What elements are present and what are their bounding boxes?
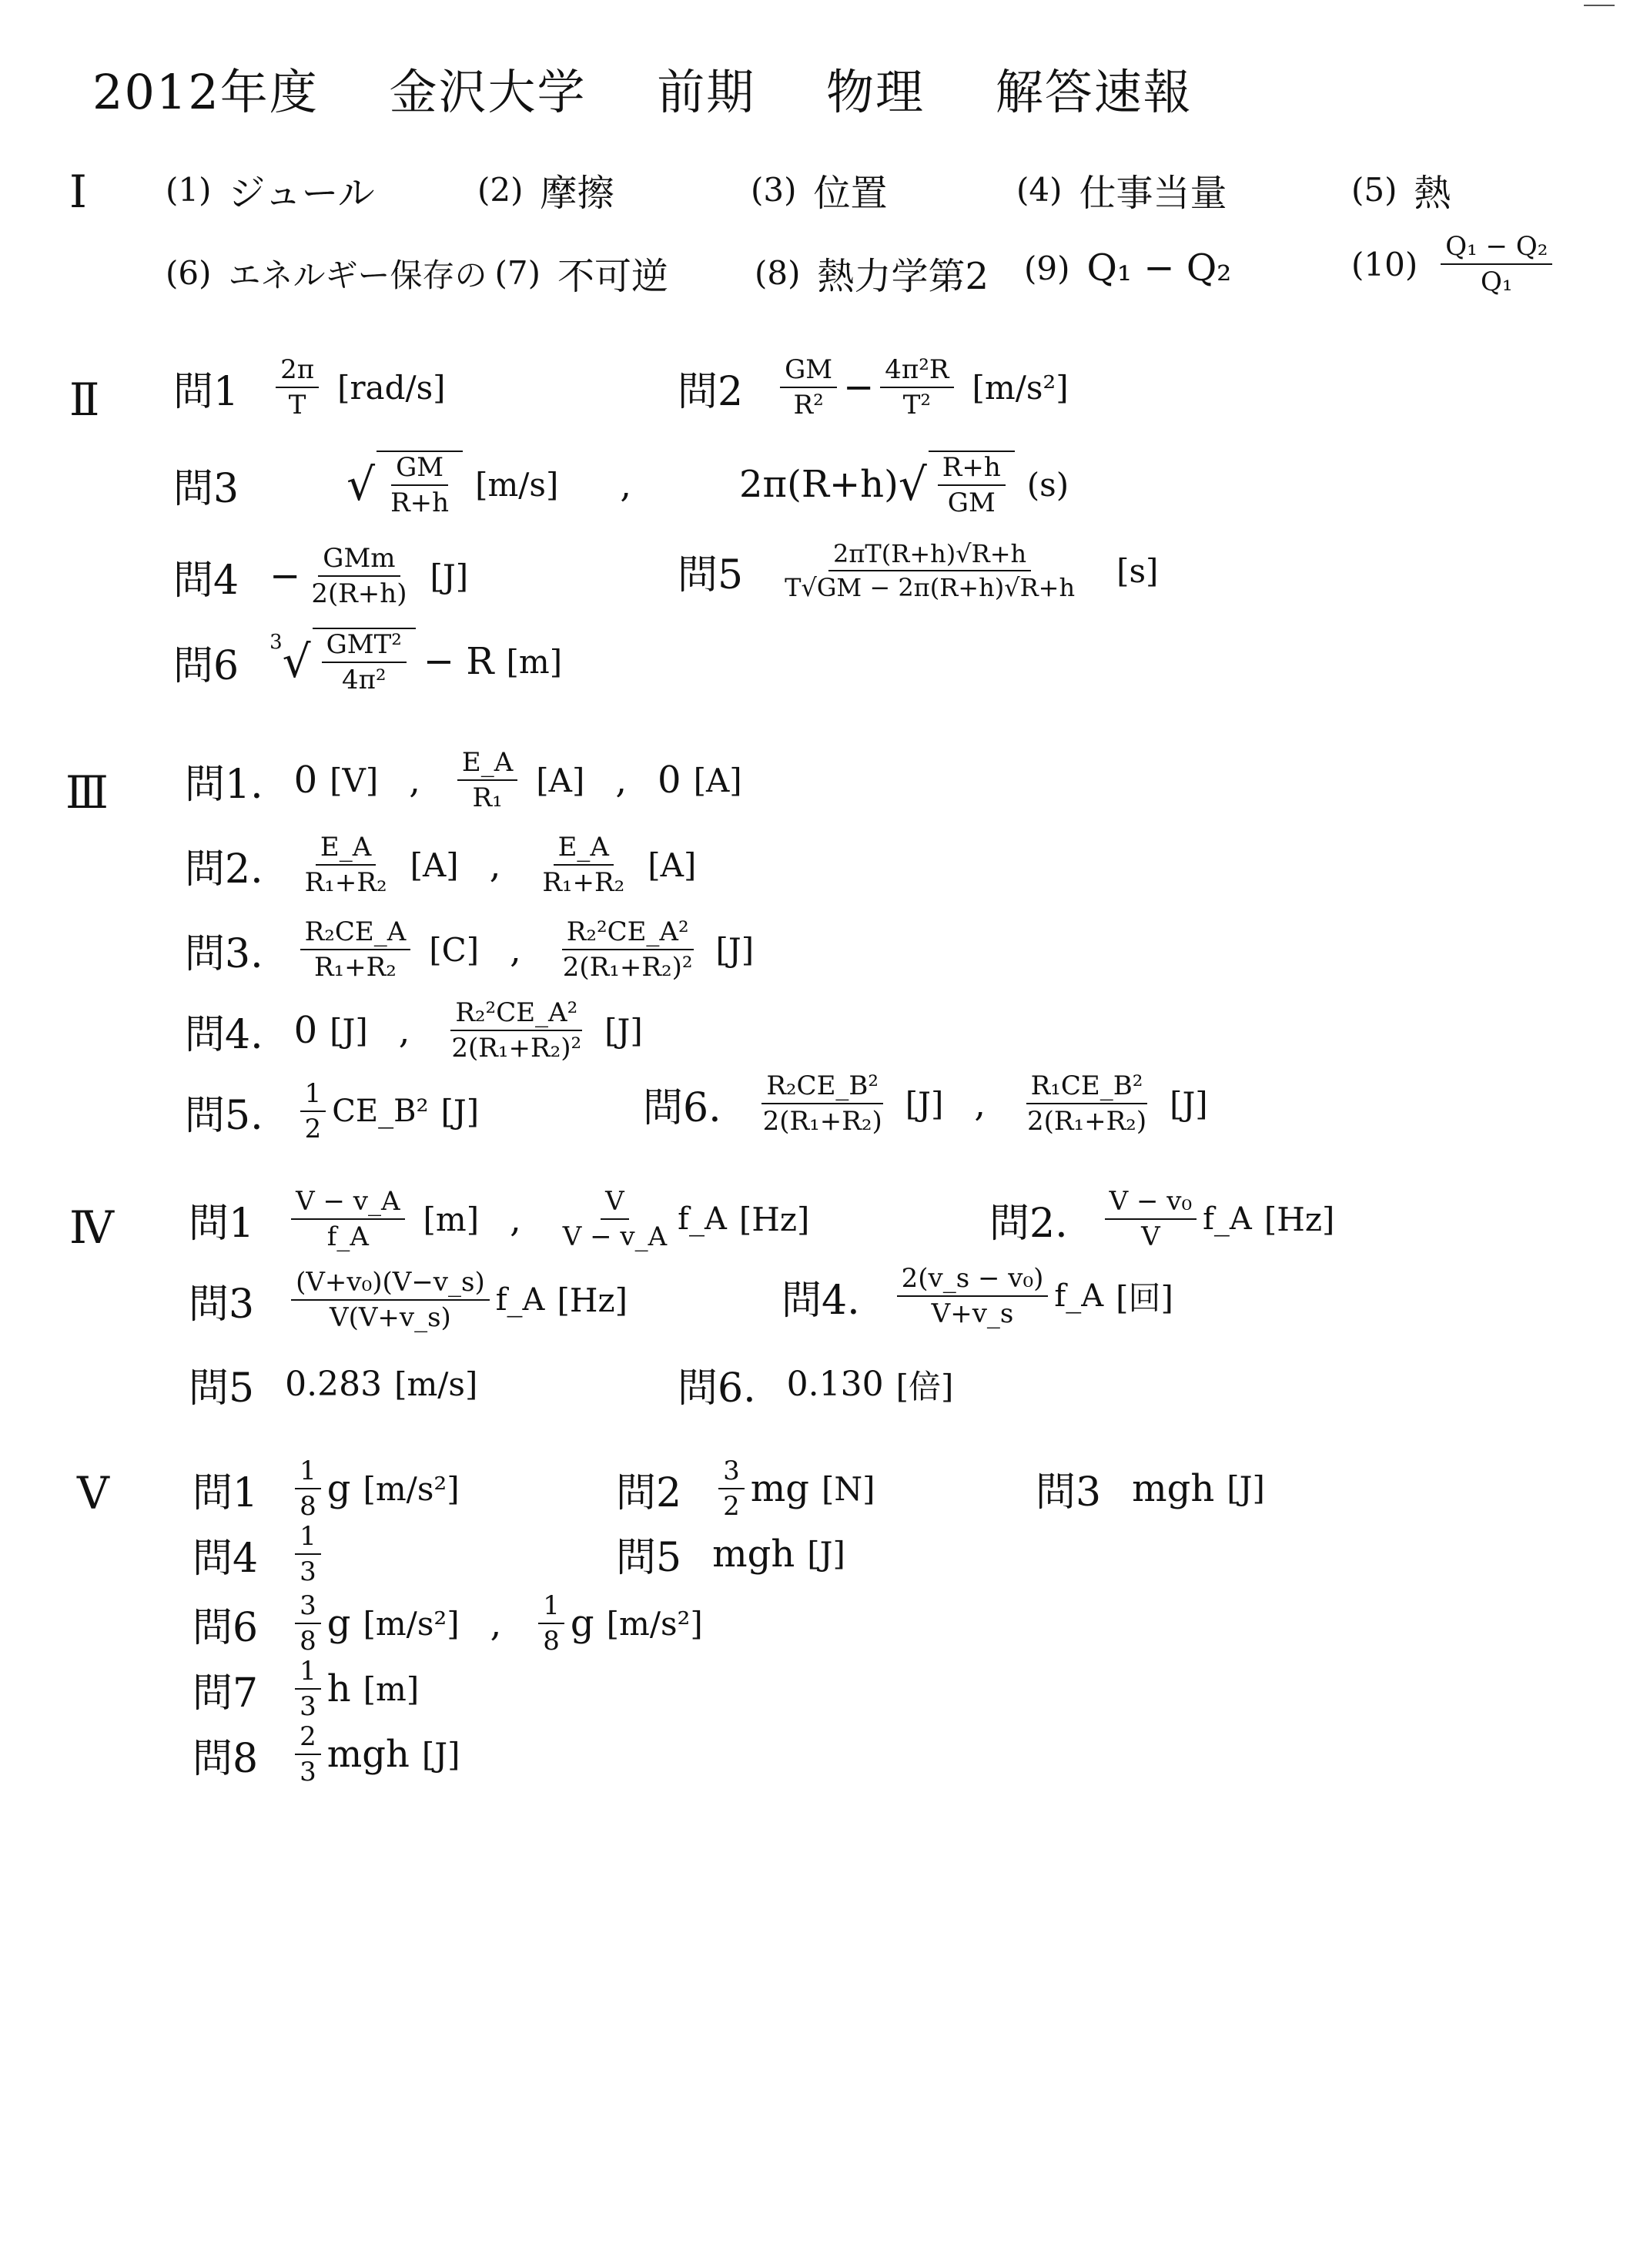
unit: [J] — [430, 557, 469, 595]
question-label: 問1 — [189, 1200, 255, 1247]
denominator: f_A — [326, 1221, 369, 1252]
fraction — [295, 1656, 321, 1722]
s1-text-1: ジュール — [228, 172, 375, 215]
fraction — [558, 1186, 671, 1252]
denominator: R₁+R₂ — [304, 867, 387, 898]
fraction — [537, 832, 629, 898]
fraction — [306, 543, 411, 609]
unit: [A] — [648, 846, 697, 884]
fraction — [718, 1456, 745, 1522]
numerator: 1 — [295, 1521, 321, 1555]
s1-num-10: (10) — [1351, 245, 1418, 283]
question-label: 問5 — [616, 1535, 682, 1581]
question-label: 問5 — [189, 1365, 255, 1412]
s1-answer-10 — [1351, 231, 1558, 297]
numerator: E_A — [457, 747, 517, 781]
separator: , — [489, 844, 501, 886]
numerator: 4π²R — [880, 354, 953, 388]
term: f_A — [1054, 1278, 1104, 1314]
s5-q1 — [192, 1456, 460, 1522]
numerator: 3 — [295, 1590, 321, 1624]
sqrt-icon: √ — [346, 458, 376, 511]
denominator: R₁+R₂ — [313, 952, 397, 983]
section-1-label: Ⅰ — [69, 166, 87, 218]
s3-q2 — [185, 832, 696, 898]
numerator: 2π — [276, 354, 319, 388]
title-doc-type: 解答速報 — [995, 64, 1193, 120]
unit: [J] — [807, 1535, 845, 1573]
question-label: 問4. — [782, 1277, 860, 1324]
term: f_A — [678, 1201, 727, 1237]
term: 2π(R+h) — [739, 463, 899, 506]
denominator: R² — [793, 390, 824, 420]
unit: [J] — [1227, 1469, 1265, 1507]
term: mg — [750, 1467, 809, 1510]
operator: − — [843, 366, 875, 409]
question-label: 問5. — [185, 1092, 263, 1139]
numerator: (V+v₀)(V−v_s) — [291, 1267, 490, 1301]
s3-q4 — [185, 997, 643, 1064]
unit: [Hz] — [557, 1281, 628, 1319]
unit: [m/s] — [394, 1365, 478, 1403]
numerator: R₂²CE_A² — [562, 916, 694, 950]
fraction — [447, 997, 586, 1064]
s5-q6 — [192, 1590, 703, 1657]
unit: [Hz] — [738, 1200, 810, 1238]
s1-num-7: (7) — [494, 254, 541, 292]
s1-num-6: (6) — [166, 254, 212, 292]
denominator: V — [1141, 1221, 1160, 1252]
title-term: 前期 — [657, 64, 756, 120]
denominator: 8 — [300, 1626, 316, 1657]
s1-num-5: (5) — [1351, 171, 1397, 209]
numerator: 2(v_s − v₀) — [897, 1263, 1049, 1297]
fraction — [780, 354, 837, 420]
unit: [m] — [506, 642, 563, 681]
s1-answer-6-7 — [166, 246, 668, 300]
unit: [m/s²] — [363, 1469, 460, 1508]
s4-q5 — [189, 1355, 477, 1413]
separator: , — [409, 759, 420, 801]
value: 0.283 — [285, 1365, 383, 1404]
s1-text-7: 不可逆 — [557, 255, 669, 298]
numerator: 2 — [295, 1721, 321, 1755]
question-label: 問3. — [185, 930, 263, 977]
sign: − — [269, 554, 301, 598]
separator: , — [490, 1603, 502, 1644]
unit: [V] — [330, 761, 379, 799]
fraction — [758, 1070, 887, 1137]
unit: [m/s²] — [972, 368, 1069, 407]
question-label: 問6. — [643, 1084, 721, 1131]
unit: [J] — [715, 930, 755, 969]
fraction — [276, 354, 319, 420]
s1-answer-2 — [477, 163, 614, 216]
question-label: 問2 — [678, 368, 744, 415]
question-label: 問8 — [192, 1735, 259, 1782]
s4-q6 — [678, 1355, 953, 1413]
question-label: 問6 — [173, 642, 239, 689]
s3-q5 — [185, 1078, 479, 1144]
denominator: V(V+v_s) — [330, 1302, 451, 1333]
s4-q4 — [782, 1263, 1173, 1329]
s1-text-9: Q₁ − Q₂ — [1086, 246, 1232, 290]
term: mgh — [326, 1733, 410, 1776]
separator: , — [510, 929, 521, 970]
s1-num-3: (3) — [751, 171, 797, 209]
fraction — [457, 747, 517, 813]
question-label: 問2. — [185, 846, 263, 893]
numerator: E_A — [316, 832, 376, 866]
denominator: 8 — [543, 1626, 560, 1657]
fraction — [300, 832, 392, 898]
fraction — [291, 1267, 490, 1333]
value: 0.130 — [786, 1365, 884, 1404]
term: f_A — [1203, 1201, 1252, 1237]
numerator: GM — [391, 452, 448, 486]
unit: [J] — [604, 1011, 643, 1050]
fraction — [558, 916, 698, 983]
s2-q2 — [678, 354, 1069, 420]
sqrt — [899, 451, 1015, 518]
s5-q7 — [192, 1656, 419, 1722]
question-label: 問4 — [173, 557, 239, 604]
value: 0 — [658, 759, 681, 802]
unit: [m] — [423, 1200, 480, 1238]
s1-answer-3 — [751, 163, 888, 216]
numerator: R₂CE_A — [300, 916, 411, 950]
s1-text-6: エネルギー保存の — [228, 256, 487, 294]
denominator: Q₁ — [1481, 266, 1513, 297]
unit: [m] — [363, 1670, 420, 1708]
denominator: R+h — [390, 487, 450, 518]
question-label: 問4 — [192, 1535, 259, 1582]
unit: [s] — [1116, 551, 1159, 590]
fraction — [1105, 1186, 1197, 1252]
fraction — [1023, 1070, 1151, 1137]
question-label: 問3 — [1036, 1469, 1102, 1516]
s3-q6 — [643, 1070, 1208, 1137]
question-label: 問2 — [616, 1469, 682, 1516]
denominator: T√GM − 2π(R+h)√R+h — [785, 573, 1076, 602]
numerator: E_A — [554, 832, 614, 866]
s2-q3 — [173, 451, 1069, 518]
s2-q6 — [173, 628, 562, 695]
s2-q5 — [678, 539, 1158, 602]
sqrt-icon: √ — [898, 458, 927, 511]
denominator: 2(R+h) — [311, 578, 407, 609]
unit: [J] — [421, 1735, 460, 1774]
question-label: 問5 — [678, 551, 744, 598]
numerator: R+h — [938, 452, 1006, 486]
denominator: 3 — [300, 1691, 316, 1722]
section-5-label: Ⅴ — [77, 1467, 109, 1519]
term: mgh — [1132, 1466, 1215, 1510]
section-3-label: Ⅲ — [65, 766, 109, 819]
title-subject: 物理 — [825, 64, 925, 120]
fraction — [780, 539, 1079, 602]
fraction — [538, 1590, 564, 1657]
denominator: R₁ — [472, 782, 503, 813]
denominator: 2(R₁+R₂) — [1026, 1106, 1147, 1137]
s1-num-4: (4) — [1016, 171, 1063, 209]
question-label: 問2. — [989, 1200, 1068, 1247]
numerator: 3 — [718, 1456, 745, 1489]
separator: , — [510, 1198, 521, 1240]
unit: (s) — [1026, 465, 1069, 504]
unit: [Hz] — [1264, 1200, 1335, 1238]
s5-q5 — [616, 1525, 845, 1583]
fraction — [295, 1521, 321, 1587]
scan-mark — [1584, 5, 1615, 6]
unit: [倍] — [895, 1367, 954, 1405]
unit: [rad/s] — [337, 368, 446, 407]
s1-num-8: (8) — [755, 254, 801, 292]
term: mgh — [712, 1532, 795, 1576]
separator: , — [615, 759, 628, 801]
s3-q3 — [185, 916, 754, 983]
question-label: 問1. — [185, 761, 263, 808]
numerator: R₂CE_B² — [761, 1070, 883, 1104]
numerator: V − v_A — [291, 1186, 404, 1220]
question-label: 問4. — [185, 1011, 263, 1058]
numerator: 1 — [295, 1656, 321, 1690]
value: 0 — [293, 1009, 318, 1052]
denominator: 3 — [300, 1556, 316, 1587]
denominator: 2 — [723, 1491, 740, 1522]
denominator: 2 — [304, 1114, 322, 1144]
s1-num-2: (2) — [477, 171, 524, 209]
question-label: 問7 — [192, 1670, 259, 1717]
s4-q3 — [189, 1267, 628, 1333]
section-4-label: Ⅳ — [69, 1201, 114, 1254]
unit: [m/s²] — [606, 1604, 703, 1643]
separator: , — [620, 464, 631, 505]
page-title — [92, 54, 1247, 122]
term: − R — [423, 640, 494, 683]
s4-q1 — [189, 1186, 809, 1252]
fraction — [897, 1263, 1049, 1329]
unit: [J] — [440, 1092, 480, 1131]
unit: [A] — [693, 761, 742, 799]
s1-num-9: (9) — [1024, 249, 1070, 287]
unit: [m/s] — [475, 465, 559, 504]
numerator: GMT² — [322, 629, 407, 663]
s1-text-2: 摩擦 — [540, 172, 614, 215]
sqrt-icon: √ — [282, 635, 311, 688]
denominator: R₁+R₂ — [542, 867, 625, 898]
s1-text-4: 仕事当量 — [1079, 172, 1227, 215]
unit: [J] — [1170, 1084, 1208, 1123]
numerator: GM — [780, 354, 837, 388]
sqrt — [346, 451, 463, 518]
denominator: 8 — [300, 1491, 316, 1522]
s1-text-5: 熱 — [1414, 172, 1451, 215]
numerator: 1 — [300, 1078, 326, 1112]
value: 0 — [293, 759, 318, 802]
numerator: R₁CE_B² — [1026, 1070, 1148, 1104]
numerator: 2πT(R+h)√R+h — [828, 539, 1031, 571]
term: g — [326, 1602, 351, 1645]
s5-q3 — [1036, 1459, 1265, 1517]
term: g — [570, 1602, 594, 1645]
separator: , — [974, 1083, 986, 1124]
unit: [A] — [410, 846, 459, 884]
fraction — [291, 1186, 404, 1252]
title-year: 2012年度 — [92, 64, 319, 120]
unit: [J] — [330, 1011, 368, 1050]
s1-answer-8 — [755, 246, 989, 300]
denominator: 2(R₁+R₂)² — [451, 1033, 582, 1064]
denominator: V − v_A — [562, 1221, 668, 1252]
s1-fraction-10 — [1441, 231, 1552, 297]
s3-q1 — [185, 747, 742, 813]
question-label: 問6. — [678, 1365, 756, 1412]
question-label: 問3 — [173, 465, 239, 512]
unit: [N] — [821, 1469, 875, 1508]
s1-answer-4 — [1016, 163, 1227, 216]
fraction — [295, 1721, 321, 1787]
s1-answer-9 — [1024, 246, 1231, 290]
fraction — [295, 1456, 321, 1522]
numerator: Q₁ − Q₂ — [1441, 231, 1552, 265]
s5-q4 — [192, 1521, 327, 1587]
denominator: 2(R₁+R₂)² — [562, 952, 693, 983]
s2-q4 — [173, 543, 468, 609]
question-label: 問6 — [192, 1604, 259, 1651]
fraction — [295, 1590, 321, 1657]
question-label: 問3 — [189, 1281, 255, 1328]
separator: , — [398, 1010, 410, 1051]
s1-text-8: 熱力学第2 — [817, 255, 989, 298]
denominator: V+v_s — [931, 1298, 1014, 1329]
denominator: T — [288, 390, 306, 420]
numerator: 1 — [538, 1590, 564, 1624]
question-label: 問1 — [173, 368, 239, 415]
title-university: 金沢大学 — [389, 64, 587, 120]
root-index: 3 — [269, 631, 283, 654]
numerator: 1 — [295, 1456, 321, 1489]
unit: [C] — [429, 930, 480, 969]
denominator: T² — [902, 390, 932, 420]
numerator: V — [601, 1186, 629, 1220]
fraction — [300, 1078, 326, 1144]
s5-q8 — [192, 1721, 460, 1787]
unit: [m/s²] — [363, 1604, 460, 1643]
section-2-label: Ⅱ — [69, 374, 100, 426]
cube-root — [283, 628, 416, 695]
fraction — [386, 452, 454, 518]
denominator: 4π² — [341, 665, 387, 695]
unit: [回] — [1116, 1279, 1173, 1317]
s4-q2 — [989, 1186, 1334, 1252]
s5-q2 — [616, 1456, 875, 1522]
denominator: 3 — [300, 1757, 316, 1787]
s1-text-3: 位置 — [813, 172, 888, 215]
fraction — [938, 452, 1006, 518]
term: CE_B² — [332, 1094, 429, 1129]
fraction — [880, 354, 953, 420]
term: f_A — [495, 1282, 545, 1318]
numerator: GMm — [318, 543, 400, 577]
s1-answer-1 — [166, 163, 375, 216]
fraction — [322, 629, 407, 695]
denominator: 2(R₁+R₂) — [762, 1106, 882, 1137]
s1-num-1: (1) — [166, 171, 212, 209]
s2-q1 — [173, 354, 446, 420]
question-label: 問1 — [192, 1469, 259, 1516]
s1-answer-5 — [1351, 163, 1451, 216]
numerator: V − v₀ — [1105, 1186, 1197, 1220]
denominator: GM — [947, 487, 996, 518]
fraction — [300, 916, 411, 983]
term: h — [326, 1667, 351, 1710]
term: g — [326, 1467, 351, 1510]
unit: [A] — [536, 761, 585, 799]
unit: [J] — [905, 1084, 944, 1123]
numerator: R₂²CE_A² — [450, 997, 582, 1031]
